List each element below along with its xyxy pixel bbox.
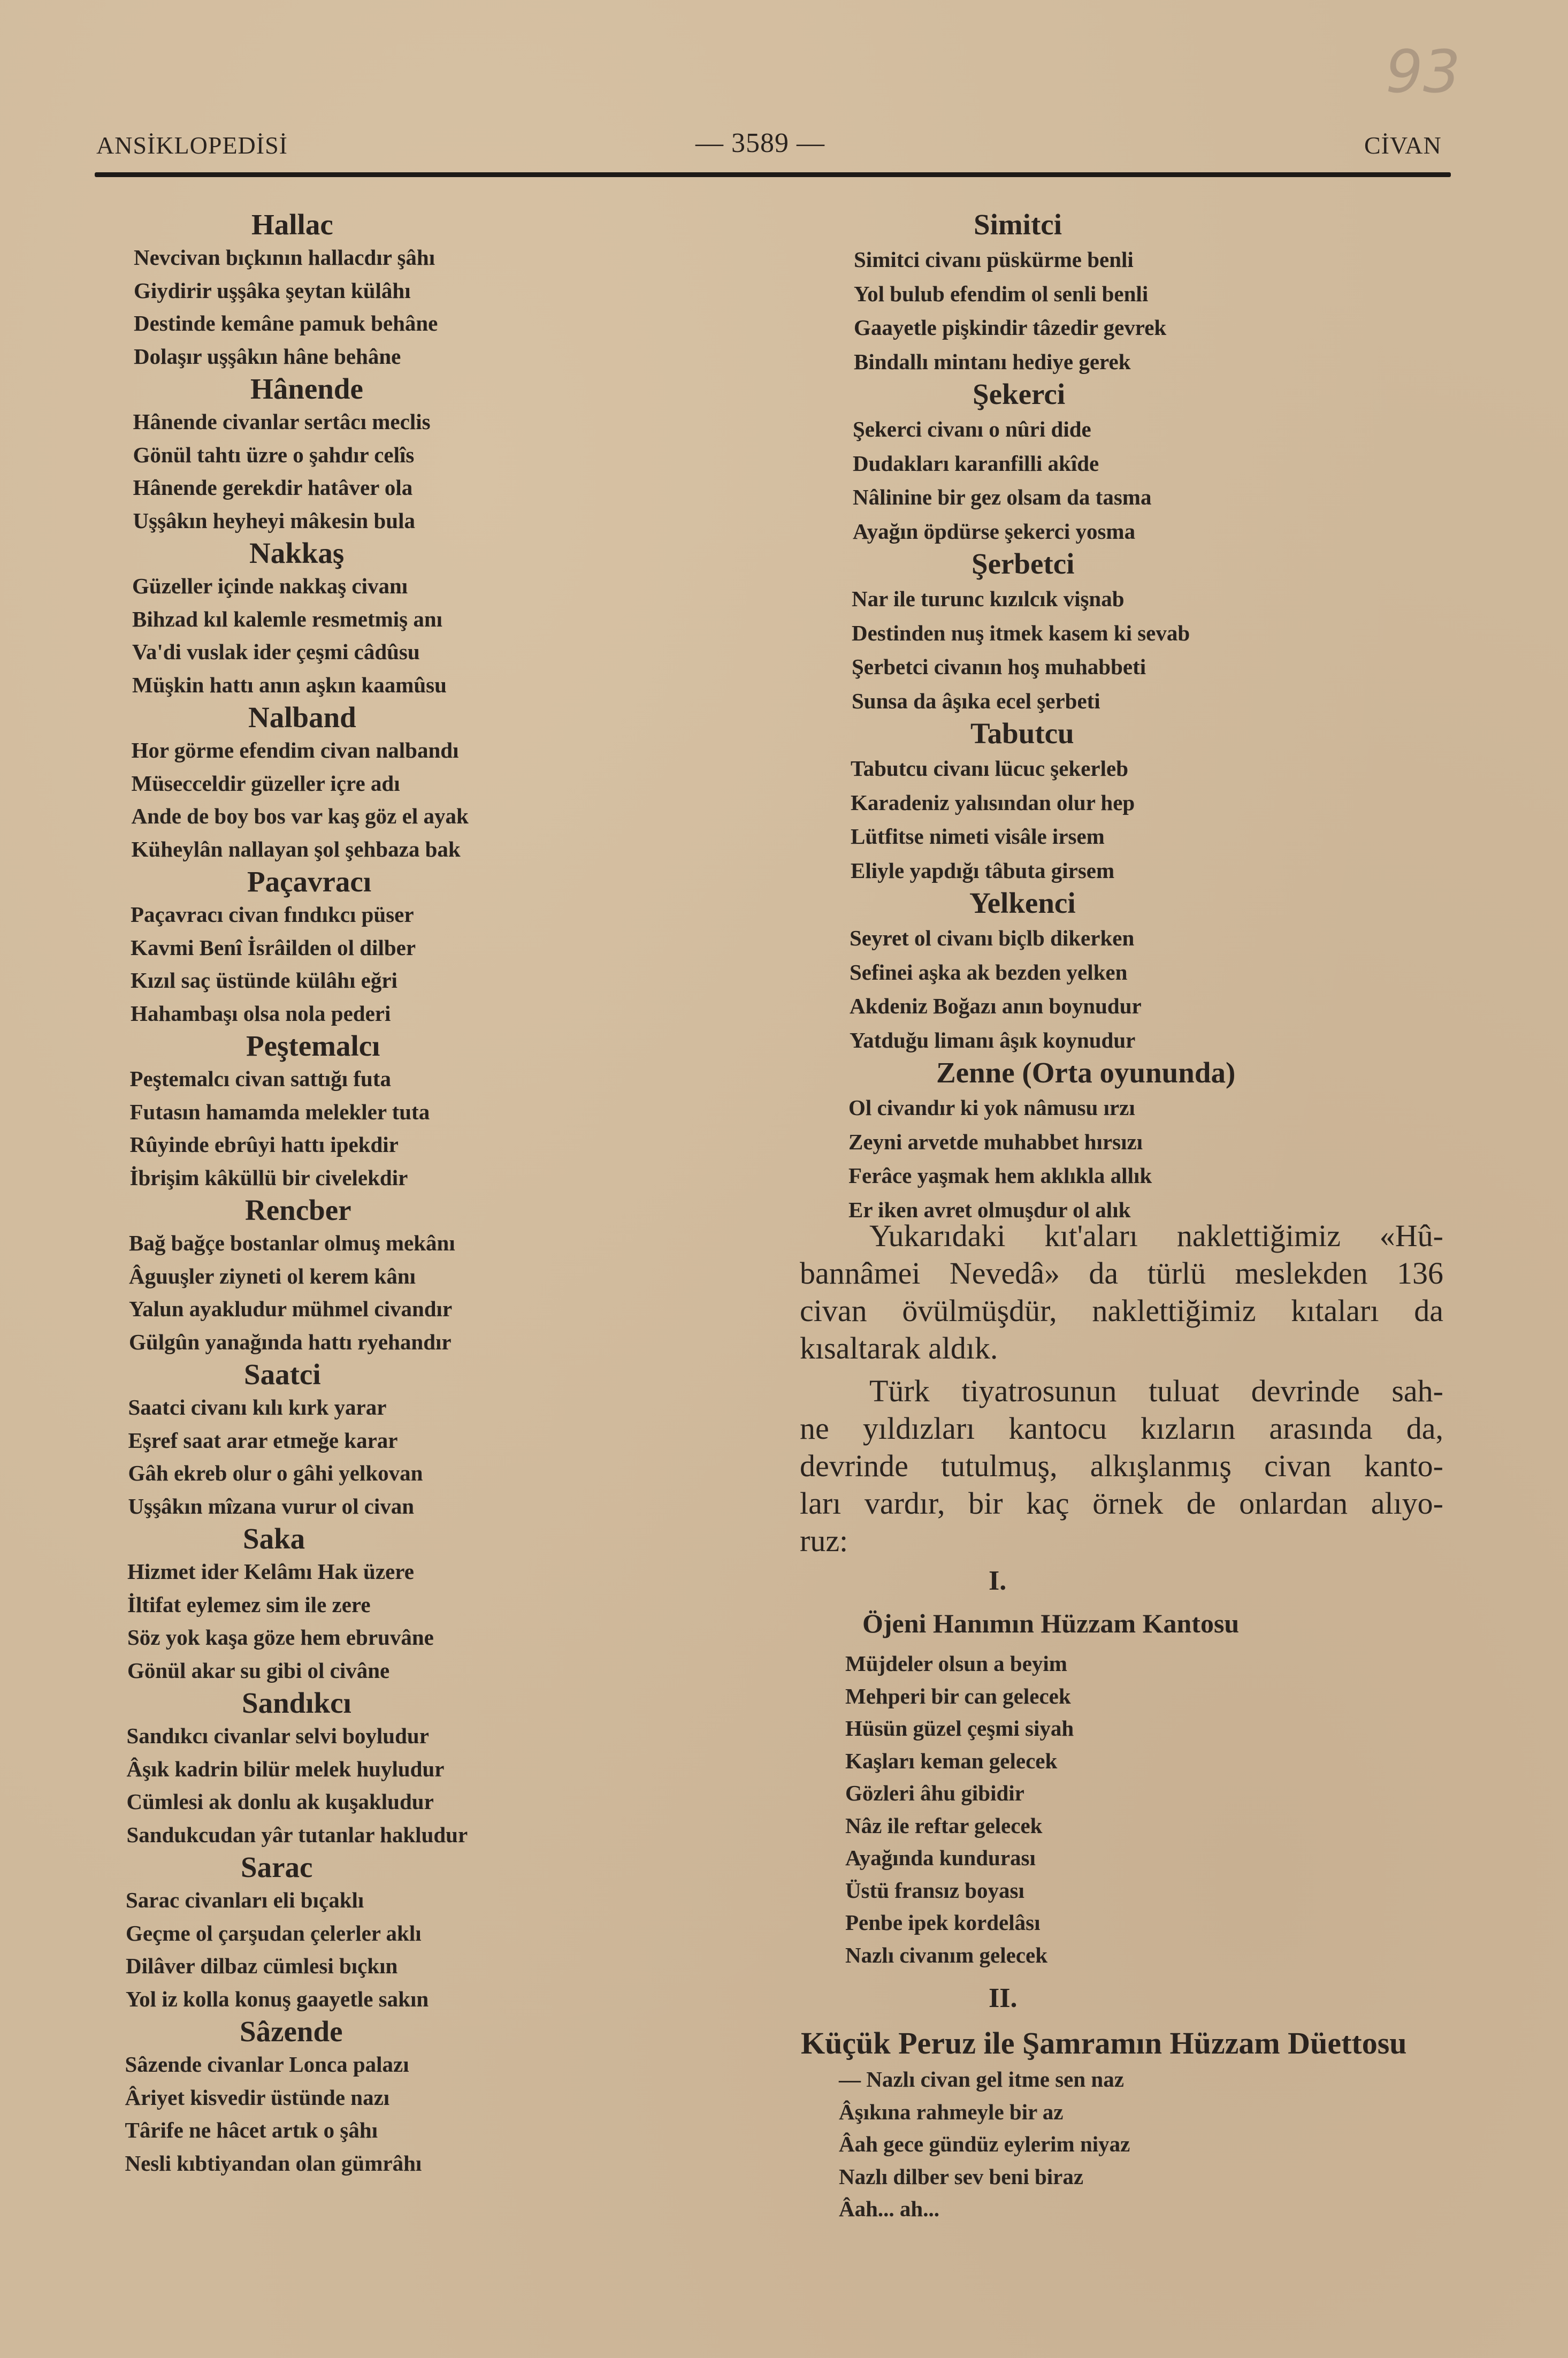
verse-line: Lütfitse nimeti visâle irsem xyxy=(851,824,1105,849)
verse-line: Yalun ayakludur mühmel civandır xyxy=(129,1296,453,1322)
song-number: II. xyxy=(989,1983,1018,2013)
section-title: Rencber xyxy=(245,1194,351,1226)
prose-line: ları vardır, bir kaç örnek de onlardan alıyo- xyxy=(800,1486,1443,1521)
verse-line: Nar ile turunc kızılcık vişnab xyxy=(852,586,1125,612)
verse-line: Sunsa da âşıka ecel şerbeti xyxy=(852,688,1100,713)
verse-line: Eşref saat arar etmeğe karar xyxy=(128,1428,398,1453)
verse-line: Kızıl saç üstünde külâhı eğri xyxy=(131,968,397,993)
verse-line: Bindallı mintanı hediye gerek xyxy=(854,349,1131,374)
verse-line: Müsecceldir güzeller içre adı xyxy=(131,770,400,796)
verse-line: Hor görme efendim civan nalbandı xyxy=(131,738,459,763)
prose-line: civan övülmüşdür, naklettiğimiz kıtaları da xyxy=(800,1293,1443,1328)
section-title: Paçavracı xyxy=(247,865,372,898)
prose-line: ruz: xyxy=(800,1523,848,1558)
song-line: Hüsün güzel çeşmi siyah xyxy=(845,1716,1074,1741)
verse-line: Hahambaşı olsa nola pederi xyxy=(131,1001,391,1026)
section-title: Tabutcu xyxy=(970,717,1074,750)
verse-line: Eliyle yapdığı tâbuta girsem xyxy=(851,858,1115,883)
verse-line: Sâzende civanlar Lonca palazı xyxy=(125,2052,409,2077)
section-title: Nakkaş xyxy=(249,537,345,569)
verse-line: Hânende gerekdir hatâver ola xyxy=(133,475,413,500)
song-line: Mehperi bir can gelecek xyxy=(845,1683,1071,1708)
verse-line: Gâh ekreb olur o gâhi yelkovan xyxy=(128,1461,423,1486)
verse-line: Bağ bağçe bostanlar olmuş mekânı xyxy=(129,1231,455,1256)
verse-line: Va'di vuslak ider çeşmi câdûsu xyxy=(132,639,420,665)
prose-line: devrinde tutulmuş, alkışlanmış civan kanto- xyxy=(800,1448,1443,1483)
handwritten-page-note: 93 xyxy=(1386,37,1460,106)
verse-line: İltifat eylemez sim ile zere xyxy=(127,1592,371,1617)
prose-line: ne yıldızları kantocu kızların arasında da, xyxy=(800,1411,1443,1446)
section-title: Peştemalcı xyxy=(246,1029,380,1062)
verse-line: Sarac civanları eli bıçaklı xyxy=(126,1888,364,1913)
verse-line: Söz yok kaşa göze hem ebruvâne xyxy=(127,1625,434,1650)
page-number: — 3589 — xyxy=(695,128,825,158)
song-line: Kaşları keman gelecek xyxy=(845,1748,1058,1773)
verse-line: Küheylân nallayan şol şehbaza bak xyxy=(131,836,461,861)
verse-line: Yol iz kolla konuş gaayetle sakın xyxy=(126,1986,429,2011)
section-title: Saka xyxy=(243,1522,305,1555)
verse-line: Dolaşır uşşâkın hâne behâne xyxy=(134,344,401,369)
song-line: Âah... ah... xyxy=(839,2196,939,2221)
song-line: Nazlı dilber sev beni biraz xyxy=(839,2164,1084,2189)
verse-line: Sefinei aşka ak bezden yelken xyxy=(850,959,1128,985)
verse-line: Paçavracı civan fındıkcı püser xyxy=(131,902,414,927)
verse-line: Gülgûn yanağında hattı ryehandır xyxy=(129,1329,452,1354)
verse-line: Âguuşler ziyneti ol kerem kânı xyxy=(129,1263,416,1288)
verse-line: Müşkin hattı anın aşkın kaamûsu xyxy=(132,672,447,697)
verse-line: Ferâce yaşmak hem aklıkla allık xyxy=(848,1163,1152,1188)
song-line: Müjdeler olsun a beyim xyxy=(845,1651,1067,1676)
prose-paragraph xyxy=(800,1372,1443,1560)
verse-line: Gönül tahtı üzre o şahdır celîs xyxy=(133,442,415,467)
song-title: Öjeni Hanımın Hüzzam Kantosu xyxy=(862,1608,1240,1638)
verse-line: İbrişim kâküllü bir civelekdir xyxy=(129,1165,408,1190)
section-title: Şerbetci xyxy=(972,547,1075,580)
song-line: Penbe ipek kordelâsı xyxy=(845,1910,1041,1935)
prose-line: bannâmei Nevedâ» da türlü meslekden 136 xyxy=(800,1256,1443,1291)
verse-line: Rûyinde ebrûyi hattı ipekdir xyxy=(129,1132,399,1157)
song-line: Ayağında kundurası xyxy=(845,1845,1036,1870)
verse-line: Peştemalcı civan sattığı futa xyxy=(129,1066,391,1092)
verse-line: Târife ne hâcet artık o şâhı xyxy=(125,2118,378,2143)
song-line: Nazlı civanım gelecek xyxy=(845,1942,1048,1967)
verse-line: Şekerci civanı o nûri dide xyxy=(853,417,1091,442)
prose-line: Türk tiyatrosunun tuluat devrinde sah- xyxy=(869,1373,1443,1408)
song-title: Küçük Peruz ile Şamramın Hüzzam Düettosu xyxy=(801,2026,1407,2061)
verse-line: Destinden nuş itmek kasem ki sevab xyxy=(852,620,1190,645)
verse-line: Sandukcudan yâr tutanlar hakludur xyxy=(126,1822,468,1847)
verse-line: Dudakları karanfilli akîde xyxy=(853,451,1099,476)
section-title: Yelkenci xyxy=(969,887,1076,919)
verse-line: Zeyni arvetde muhabbet hırsızı xyxy=(848,1129,1143,1154)
verse-line: Ayağın öpdürse şekerci yosma xyxy=(853,518,1136,544)
verse-line: Hizmet ider Kelâmı Hak üzere xyxy=(127,1559,414,1584)
verse-line: Nesli kıbtiyandan olan gümrâhı xyxy=(125,2150,422,2176)
verse-line: Destinde kemâne pamuk behâne xyxy=(134,311,438,336)
verse-line: Hânende civanlar sertâcı meclis xyxy=(133,409,431,434)
verse-line: Saatci civanı kılı kırk yarar xyxy=(128,1395,387,1420)
song-number: I. xyxy=(989,1566,1007,1596)
prose-paragraph xyxy=(800,1217,1443,1367)
verse-line: Âşık kadrin bilür melek huyludur xyxy=(126,1756,445,1781)
verse-line: Kavmi Benî İsrâilden ol dilber xyxy=(131,935,416,960)
verse-line: Akdeniz Boğazı anın boynudur xyxy=(850,994,1142,1019)
header-rule xyxy=(95,172,1451,177)
verse-line: Yol bulub efendim ol senli benli xyxy=(854,281,1149,306)
prose-line: kısaltarak aldık. xyxy=(800,1331,998,1365)
section-title: Hallac xyxy=(251,208,333,241)
verse-line: Nâlinine bir gez olsam da tasma xyxy=(853,485,1152,510)
verse-line: Ande de boy bos var kaş göz el ayak xyxy=(131,804,469,829)
section-title: Simitci xyxy=(974,208,1062,241)
header-publication: ANSİKLOPEDİSİ xyxy=(96,132,288,159)
verse-line: Dilâver dilbaz cümlesi bıçkın xyxy=(126,1953,398,1979)
verse-line: Uşşâkın mîzana vurur ol civan xyxy=(128,1493,415,1518)
section-title: Zenne (Orta oyununda) xyxy=(936,1056,1236,1089)
verse-line: Geçme ol çarşudan çelerler aklı xyxy=(126,1920,422,1945)
section-title: Sarac xyxy=(241,1851,313,1883)
verse-line: Güzeller içinde nakkaş civanı xyxy=(132,574,408,599)
section-title: Sâzende xyxy=(240,2015,343,2048)
verse-line: Tabutcu civanı lücuc şekerleb xyxy=(851,756,1129,781)
verse-line: Şerbetci civanın hoş muhabbeti xyxy=(852,654,1146,680)
section-title: Şekerci xyxy=(973,378,1066,410)
header-entry: CİVAN xyxy=(1364,132,1442,159)
verse-line: Seyret ol civanı biçlb dikerken xyxy=(850,926,1135,951)
section-title: Hânende xyxy=(250,372,363,405)
verse-line: Yatduğu limanı âşık koynudur xyxy=(850,1027,1136,1052)
verse-line: Er iken avret olmuşdur ol alık xyxy=(848,1197,1131,1222)
verse-line: Uşşâkın heyheyi mâkesin bula xyxy=(133,508,415,533)
verse-line: Simitci civanı püskürme benli xyxy=(854,247,1134,272)
section-title: Saatci xyxy=(244,1358,321,1391)
verse-line: Karadeniz yalısından olur hep xyxy=(851,790,1135,815)
song-line: Gözleri âhu gibidir xyxy=(845,1781,1024,1805)
prose-line: Yukarıdaki kıt'aları naklettiğimiz «Hû- xyxy=(869,1218,1443,1253)
song-line: Nâz ile reftar gelecek xyxy=(845,1813,1043,1838)
verse-line: Gönül akar su gibi ol civâne xyxy=(127,1658,390,1683)
verse-line: Bihzad kıl kalemle resmetmiş anı xyxy=(132,606,443,631)
verse-line: Futasın hamamda melekler tuta xyxy=(129,1099,430,1124)
song-line: Âşıkına rahmeyle bir az xyxy=(839,2099,1064,2124)
verse-line: Giydirir uşşâka şeytan külâhı xyxy=(134,278,411,303)
song-line: Âah gece gündüz eylerim niyaz xyxy=(839,2132,1130,2156)
verse-line: Nevcivan bıçkının hallacdır şâhı xyxy=(134,245,435,270)
verse-line: Sandıkcı civanlar selvi boyludur xyxy=(126,1723,429,1749)
section-title: Nalband xyxy=(248,701,356,734)
verse-line: Ol civandır ki yok nâmusu ırzı xyxy=(848,1095,1135,1120)
verse-line: Âriyet kisvedir üstünde nazı xyxy=(125,2085,390,2110)
verse-line: Cümlesi ak donlu ak kuşakludur xyxy=(126,1789,434,1814)
section-title: Sandıkcı xyxy=(242,1687,351,1719)
song-line: Üstü fransız boyası xyxy=(845,1878,1024,1903)
song-line: — Nazlı civan gel itme sen naz xyxy=(839,2067,1124,2092)
verse-line: Gaayetle pişkindir tâzedir gevrek xyxy=(854,315,1167,340)
